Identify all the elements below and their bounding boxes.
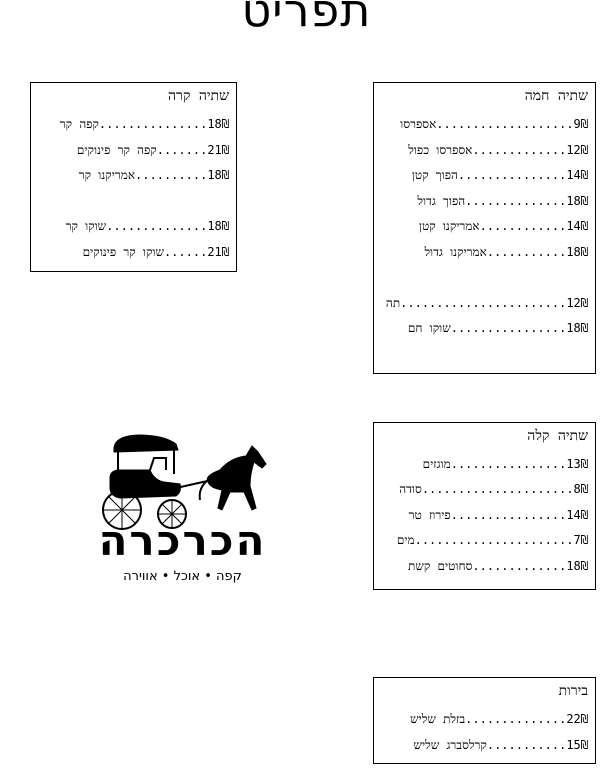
menu-item: 21₪.......קפה קר פינוקים	[76, 143, 229, 157]
menu-item: 21₪......שוקו קר פינוקים	[82, 245, 229, 259]
horse-carriage-icon	[80, 430, 285, 530]
cold-drinks-section	[30, 82, 237, 272]
restaurant-logo	[80, 430, 285, 590]
section-heading: בירות	[558, 683, 588, 699]
section-heading: שתיה חמה	[524, 88, 588, 104]
menu-item: 15₪...........קרלסברג שליש	[413, 738, 588, 752]
menu-item: 18₪................שוקו חם	[407, 321, 588, 335]
logo-tagline: קפה • אוכל • אווירה	[123, 569, 242, 584]
menu-item: 12₪.......................תה	[385, 296, 588, 310]
menu-item: 12₪.............אספרסו כפול	[408, 143, 588, 157]
soft-drinks-section	[373, 422, 596, 590]
menu-item: 14₪................פירוז טר	[408, 508, 588, 522]
menu-item: 7₪......................מים	[396, 533, 588, 547]
menu-item: 18₪...............קפה קר	[59, 117, 229, 131]
logo-name: הכרכרה	[98, 516, 267, 565]
menu-item: 14₪............אמריקנו קטן	[418, 219, 588, 233]
menu-item: 18₪..........אמריקנו קר	[78, 168, 229, 182]
menu-item: 18₪..............שוקו קר	[65, 219, 229, 233]
section-heading: שתיה קרה	[167, 88, 229, 104]
beers-section	[373, 677, 596, 764]
menu-item: 9₪...................אספרסו	[400, 117, 588, 131]
hot-drinks-section	[373, 82, 596, 374]
section-heading: שתיה קלה	[527, 428, 588, 444]
menu-item: 8₪.....................סודה	[399, 482, 588, 496]
page-title: תפריט	[241, 0, 372, 37]
menu-item: 18₪...........אמריקנו גדול	[424, 245, 588, 259]
menu-item: 22₪..............בזלת שליש	[410, 712, 588, 726]
menu-item: 18₪..............הפוך גדול	[417, 194, 588, 208]
menu-item: 13₪................מוגזים	[422, 457, 588, 471]
menu-item: 18₪.............סחוטים קשת	[408, 559, 588, 573]
menu-item: 14₪...............הפוך קטן	[411, 168, 588, 182]
